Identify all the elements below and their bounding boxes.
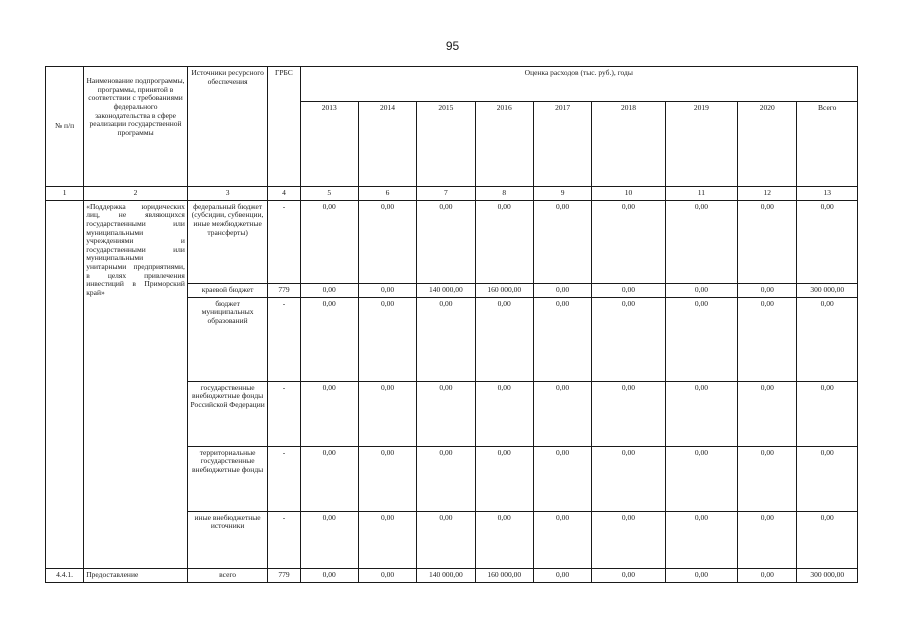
year-cell: 2013 <box>300 102 358 187</box>
source-cell: федеральный бюджет (субсидии, субвенции, иные межбюджетные трансферты) <box>187 200 267 283</box>
year-cell: 2016 <box>475 102 533 187</box>
col-number: 2 <box>84 187 188 201</box>
year-cell: 2015 <box>417 102 475 187</box>
value-cell: 0,00 <box>592 200 665 283</box>
page-number: 95 <box>445 39 460 53</box>
value-cell: 0,00 <box>738 446 797 511</box>
value-cell: 0,00 <box>665 283 737 297</box>
value-cell: 0,00 <box>358 568 416 582</box>
value-cell: 0,00 <box>358 200 416 283</box>
value-cell: 0,00 <box>475 381 533 446</box>
value-cell: 0,00 <box>358 283 416 297</box>
value-cell: 0,00 <box>592 381 665 446</box>
col-number: 7 <box>417 187 475 201</box>
value-cell: 0,00 <box>665 297 737 381</box>
source-cell: всего <box>187 568 267 582</box>
grbs-cell: 779 <box>268 283 300 297</box>
total-cell: 0,00 <box>797 381 858 446</box>
value-cell: 0,00 <box>300 381 358 446</box>
value-cell: 0,00 <box>358 446 416 511</box>
measure-name: «Поддержка юридических лиц, не являющихся государственными или муниципальными учреждениями и государственными или муниципальными унитарными предприятиями, в целях привлечения инвестиций в Приморский край» <box>84 200 188 568</box>
value-cell: 0,00 <box>300 511 358 568</box>
value-cell: 0,00 <box>475 200 533 283</box>
col-number: 9 <box>533 187 591 201</box>
value-cell: 0,00 <box>417 200 475 283</box>
value-cell: 0,00 <box>475 446 533 511</box>
value-cell: 160 000,00 <box>475 283 533 297</box>
value-cell: 0,00 <box>533 381 591 446</box>
total-cell: 0,00 <box>797 446 858 511</box>
value-cell: 0,00 <box>665 200 737 283</box>
col-number: 1 <box>46 187 84 201</box>
value-cell: 0,00 <box>533 511 591 568</box>
grbs-cell: - <box>268 381 300 446</box>
value-cell: 0,00 <box>738 381 797 446</box>
value-cell: 0,00 <box>358 511 416 568</box>
year-cell: 2017 <box>533 102 591 187</box>
year-cell: 2019 <box>665 102 737 187</box>
value-cell: 0,00 <box>300 283 358 297</box>
value-cell: 0,00 <box>533 568 591 582</box>
source-cell: краевой бюджет <box>187 283 267 297</box>
column-numbers-row <box>46 187 858 201</box>
col-number: 12 <box>738 187 797 201</box>
header-grbs: ГРБС <box>268 67 300 187</box>
col-number: 3 <box>187 187 267 201</box>
value-cell: 0,00 <box>592 446 665 511</box>
value-cell: 160 000,00 <box>475 568 533 582</box>
value-cell: 0,00 <box>592 511 665 568</box>
value-cell: 0,00 <box>738 511 797 568</box>
value-cell: 0,00 <box>665 511 737 568</box>
header-source: Источники ресурсного обеспечения <box>187 67 267 187</box>
value-cell: 0,00 <box>738 297 797 381</box>
total-cell: 0,00 <box>797 200 858 283</box>
header-name: Наименование подпрограммы, программы, принятой в соответствии с требованиями федерального законодательства в сфере реализации государственной программы <box>84 67 188 187</box>
source-cell: иные внебюджетные источники <box>187 511 267 568</box>
col-number: 8 <box>475 187 533 201</box>
grbs-cell: - <box>268 511 300 568</box>
value-cell: 0,00 <box>475 511 533 568</box>
value-cell: 0,00 <box>417 511 475 568</box>
value-cell: 0,00 <box>300 446 358 511</box>
col-number: 11 <box>665 187 737 201</box>
table-row <box>46 568 858 582</box>
value-cell: 0,00 <box>665 446 737 511</box>
value-cell: 0,00 <box>300 297 358 381</box>
total-cell: 0,00 <box>797 297 858 381</box>
source-cell: территориальные государственные внебюджетные фонды <box>187 446 267 511</box>
value-cell: 0,00 <box>358 297 416 381</box>
col-number: 6 <box>358 187 416 201</box>
header-num: № п/п <box>46 67 84 187</box>
value-cell: 0,00 <box>592 568 665 582</box>
value-cell: 0,00 <box>358 381 416 446</box>
year-total-header: Всего <box>797 102 858 187</box>
total-cell: 0,00 <box>797 511 858 568</box>
value-cell: 140 000,00 <box>417 283 475 297</box>
value-cell: 0,00 <box>738 568 797 582</box>
col-number: 10 <box>592 187 665 201</box>
total-cell: 300 000,00 <box>797 283 858 297</box>
table-row <box>46 200 858 283</box>
value-cell: 0,00 <box>592 297 665 381</box>
row-num-empty <box>46 200 84 568</box>
value-cell: 0,00 <box>738 283 797 297</box>
measure-name: Предоставление <box>84 568 188 582</box>
year-cell: 2020 <box>738 102 797 187</box>
value-cell: 0,00 <box>417 381 475 446</box>
value-cell: 0,00 <box>300 568 358 582</box>
value-cell: 0,00 <box>475 297 533 381</box>
year-cell: 2018 <box>592 102 665 187</box>
value-cell: 0,00 <box>417 297 475 381</box>
source-cell: государственные внебюджетные фонды Российской Федерации <box>187 381 267 446</box>
value-cell: 0,00 <box>738 200 797 283</box>
value-cell: 0,00 <box>533 297 591 381</box>
value-cell: 0,00 <box>665 568 737 582</box>
value-cell: 0,00 <box>417 446 475 511</box>
value-cell: 0,00 <box>533 283 591 297</box>
header-row <box>46 67 858 102</box>
grbs-cell: - <box>268 297 300 381</box>
value-cell: 0,00 <box>665 381 737 446</box>
source-cell: бюджет муниципальных образований <box>187 297 267 381</box>
value-cell: 0,00 <box>300 200 358 283</box>
year-cell: 2014 <box>358 102 416 187</box>
col-number: 5 <box>300 187 358 201</box>
value-cell: 140 000,00 <box>417 568 475 582</box>
value-cell: 0,00 <box>533 446 591 511</box>
value-cell: 0,00 <box>533 200 591 283</box>
col-number: 4 <box>268 187 300 201</box>
budget-table <box>45 66 858 583</box>
row-num: 4.4.1. <box>46 568 84 582</box>
grbs-cell: - <box>268 200 300 283</box>
total-cell: 300 000,00 <box>797 568 858 582</box>
header-estimate: Оценка расходов (тыс. руб.), годы <box>300 67 857 102</box>
value-cell: 0,00 <box>592 283 665 297</box>
grbs-cell: - <box>268 446 300 511</box>
col-number: 13 <box>797 187 858 201</box>
grbs-cell: 779 <box>268 568 300 582</box>
